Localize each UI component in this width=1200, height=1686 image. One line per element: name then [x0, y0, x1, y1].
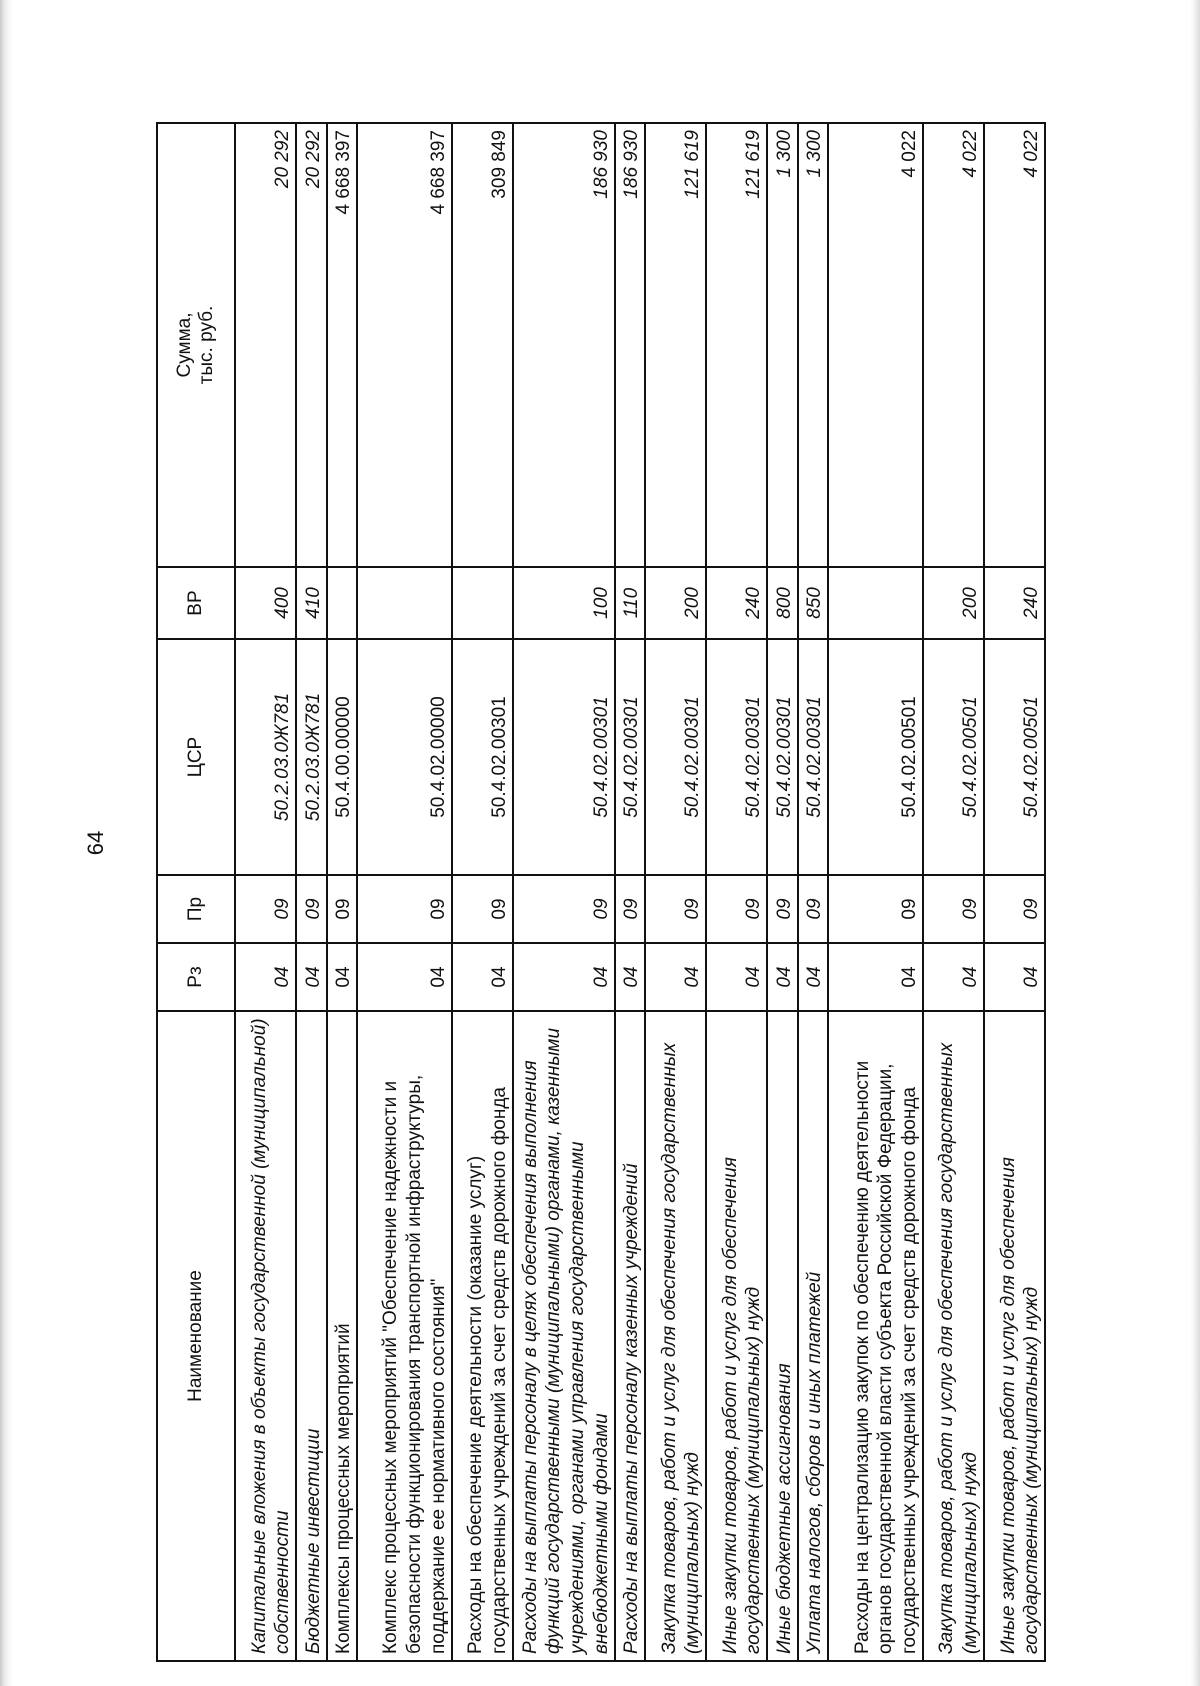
csr-cell: 50.4.02.00501 — [828, 639, 923, 875]
name-cell: Расходы на выплаты персоналу в целях обеспечения выполнения функций государственными (муниципальными) органами, казенными учреждениями, органами управления государственными внебюджетными фондами — [513, 1011, 615, 1661]
rz-cell: 04 — [767, 943, 798, 1011]
page-number: 64 — [83, 830, 108, 856]
rz-cell: 04 — [706, 943, 767, 1011]
table-row — [357, 123, 452, 1661]
name-cell: Бюджетные инвестиции — [296, 1011, 327, 1661]
rz-cell: 04 — [645, 943, 706, 1011]
table-row — [923, 123, 984, 1661]
amount-cell: 121 619 — [645, 123, 706, 567]
table-row — [615, 123, 646, 1661]
rz-cell: 04 — [296, 943, 327, 1011]
vr-cell — [327, 567, 358, 639]
name-cell: Расходы на обеспечение деятельности (оказание услуг) государственных учреждений за счет средств дорожного фонда — [452, 1011, 513, 1661]
csr-cell: 50.4.02.00301 — [767, 639, 798, 875]
csr-cell: 50.2.03.0Ж781 — [235, 639, 296, 875]
amount-cell: 1 300 — [767, 123, 798, 567]
header-vr: ВР — [157, 567, 235, 639]
table-row — [327, 123, 358, 1661]
csr-cell: 50.4.02.00301 — [706, 639, 767, 875]
amount-cell: 121 619 — [706, 123, 767, 567]
name-cell: Расходы на централизацию закупок по обеспечению деятельности органов государственной власти субъекта Российской Федерации, государственных учреждений за счет средств дорожного фонда — [828, 1011, 923, 1661]
table-row — [235, 123, 296, 1661]
name-cell: Комплексы процессных мероприятий — [327, 1011, 358, 1661]
name-cell: Уплата налогов, сборов и иных платежей — [798, 1011, 829, 1661]
rz-cell: 04 — [513, 943, 615, 1011]
pr-cell: 09 — [296, 875, 327, 943]
name-cell: Иные закупки товаров, работ и услуг для обеспечения государственных (муниципальных) нужд — [984, 1011, 1045, 1661]
header-rz: Рз — [157, 943, 235, 1011]
table-row — [513, 123, 615, 1661]
csr-cell: 50.4.02.00501 — [984, 639, 1045, 875]
pr-cell: 09 — [706, 875, 767, 943]
vr-cell: 240 — [984, 567, 1045, 639]
csr-cell: 50.4.00.00000 — [327, 639, 358, 875]
csr-cell: 50.4.02.00301 — [513, 639, 615, 875]
pr-cell: 09 — [645, 875, 706, 943]
pr-cell: 09 — [235, 875, 296, 943]
csr-cell: 50.4.02.00501 — [923, 639, 984, 875]
vr-cell: 240 — [706, 567, 767, 639]
amount-cell: 4 022 — [984, 123, 1045, 567]
table-row — [828, 123, 923, 1661]
pr-cell: 09 — [513, 875, 615, 943]
vr-cell: 100 — [513, 567, 615, 639]
table-row — [984, 123, 1045, 1661]
table-row — [452, 123, 513, 1661]
csr-cell: 50.4.02.00000 — [357, 639, 452, 875]
scan-right-edge — [1190, 0, 1200, 1686]
csr-cell: 50.4.02.00301 — [798, 639, 829, 875]
pr-cell: 09 — [923, 875, 984, 943]
rz-cell: 04 — [235, 943, 296, 1011]
rz-cell: 04 — [327, 943, 358, 1011]
amount-cell: 4 022 — [923, 123, 984, 567]
rz-cell: 04 — [984, 943, 1045, 1011]
name-cell: Закупка товаров, работ и услуг для обеспечения государственных (муниципальных) нужд — [923, 1011, 984, 1661]
table-body — [235, 123, 1045, 1661]
table-row — [798, 123, 829, 1661]
csr-cell: 50.2.03.0Ж781 — [296, 639, 327, 875]
name-cell: Расходы на выплаты персоналу казенных учреждений — [615, 1011, 646, 1661]
amount-cell: 309 849 — [452, 123, 513, 567]
name-cell: Закупка товаров, работ и услуг для обеспечения государственных (муниципальных) нужд — [645, 1011, 706, 1661]
header-name: Наименование — [157, 1011, 235, 1661]
vr-cell — [357, 567, 452, 639]
vr-cell: 400 — [235, 567, 296, 639]
amount-cell: 1 300 — [798, 123, 829, 567]
vr-cell: 110 — [615, 567, 646, 639]
rz-cell: 04 — [615, 943, 646, 1011]
vr-cell: 410 — [296, 567, 327, 639]
pr-cell: 09 — [357, 875, 452, 943]
csr-cell: 50.4.02.00301 — [645, 639, 706, 875]
amount-cell: 20 292 — [235, 123, 296, 567]
pr-cell: 09 — [828, 875, 923, 943]
budget-table — [156, 122, 1046, 1662]
pr-cell: 09 — [615, 875, 646, 943]
name-cell: Комплекс процессных мероприятий "Обеспечение надежности и безопасности функционирования транспортной инфраструктуры, поддержание ее нормативного состояния" — [357, 1011, 452, 1661]
table-row — [706, 123, 767, 1661]
header-row — [157, 123, 235, 1661]
rz-cell: 04 — [798, 943, 829, 1011]
table-row — [645, 123, 706, 1661]
rz-cell: 04 — [828, 943, 923, 1011]
vr-cell: 200 — [645, 567, 706, 639]
amount-cell: 4 022 — [828, 123, 923, 567]
pr-cell: 09 — [327, 875, 358, 943]
rz-cell: 04 — [357, 943, 452, 1011]
name-cell: Капитальные вложения в объекты государственной (муниципальной) собственности — [235, 1011, 296, 1661]
amount-cell: 4 668 397 — [357, 123, 452, 567]
rz-cell: 04 — [452, 943, 513, 1011]
pr-cell: 09 — [984, 875, 1045, 943]
vr-cell: 850 — [798, 567, 829, 639]
name-cell: Иные бюджетные ассигнования — [767, 1011, 798, 1661]
rz-cell: 04 — [923, 943, 984, 1011]
table-row — [767, 123, 798, 1661]
header-amount: Сумма, тыс. руб. — [157, 123, 235, 567]
amount-cell: 20 292 — [296, 123, 327, 567]
table-row — [296, 123, 327, 1661]
pr-cell: 09 — [452, 875, 513, 943]
rotated-table-container — [156, 122, 1046, 1662]
header-pr: Пр — [157, 875, 235, 943]
csr-cell: 50.4.02.00301 — [452, 639, 513, 875]
amount-cell: 186 930 — [615, 123, 646, 567]
amount-cell: 4 668 397 — [327, 123, 358, 567]
vr-cell — [828, 567, 923, 639]
pr-cell: 09 — [798, 875, 829, 943]
vr-cell: 800 — [767, 567, 798, 639]
vr-cell: 200 — [923, 567, 984, 639]
amount-cell: 186 930 — [513, 123, 615, 567]
pr-cell: 09 — [767, 875, 798, 943]
header-csr: ЦСР — [157, 639, 235, 875]
scan-left-edge — [0, 0, 14, 1686]
vr-cell — [452, 567, 513, 639]
name-cell: Иные закупки товаров, работ и услуг для обеспечения государственных (муниципальных) нужд — [706, 1011, 767, 1661]
csr-cell: 50.4.02.00301 — [615, 639, 646, 875]
